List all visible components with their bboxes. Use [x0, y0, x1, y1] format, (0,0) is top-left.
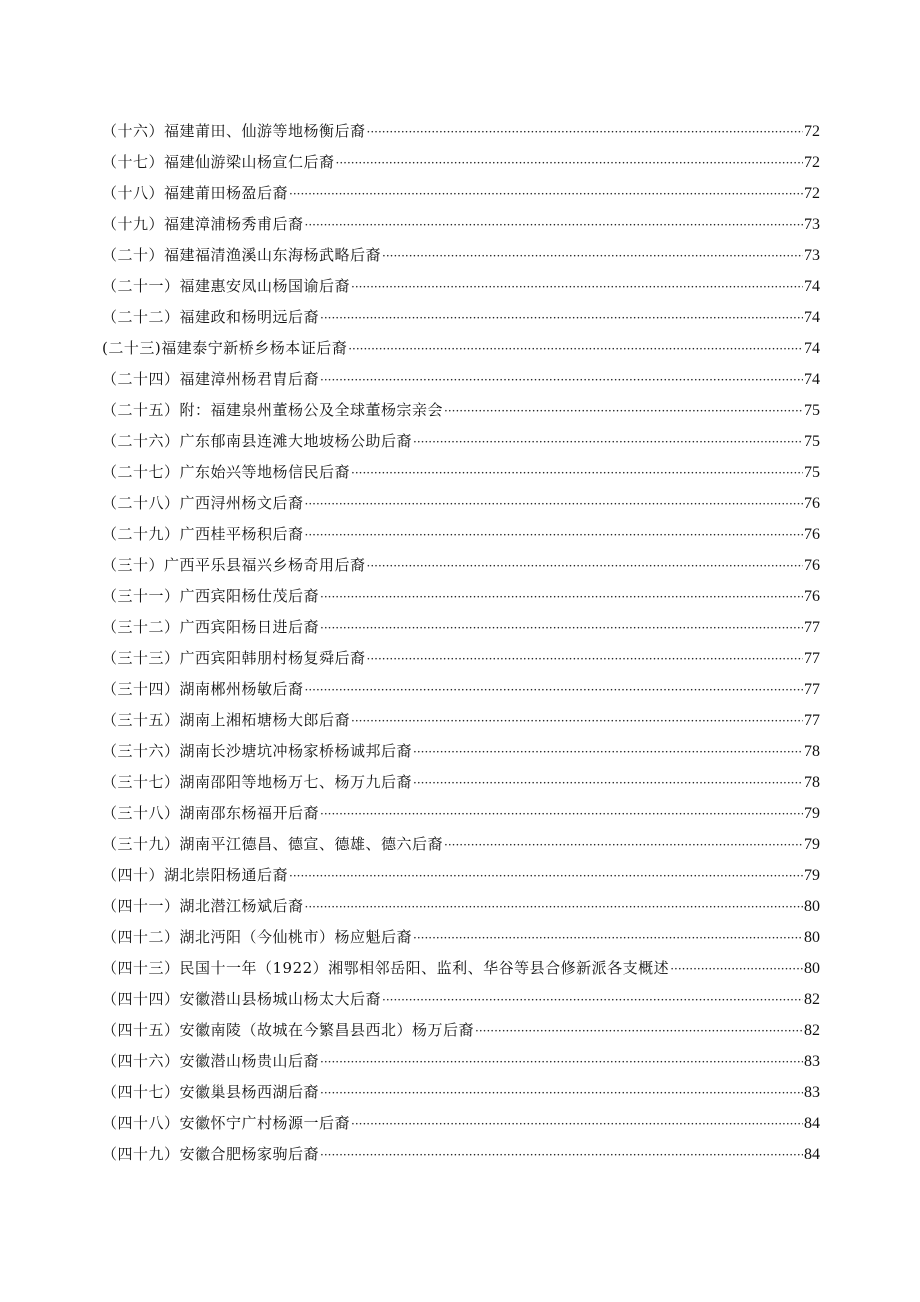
toc-entry-page: 76 — [804, 557, 820, 574]
toc-leader-dots — [320, 799, 803, 830]
toc-entry-page: 78 — [804, 743, 820, 760]
toc-entry-title: （四十三）民国十一年（1922）湘鄂相邻岳阳、监利、华谷等县合修新派各支概述 — [102, 959, 670, 977]
toc-entry-title: （四十）湖北崇阳杨通后裔 — [102, 866, 289, 884]
toc-entry[interactable] — [102, 1015, 820, 1046]
toc-entry[interactable] — [102, 333, 820, 364]
toc-entry[interactable] — [102, 178, 820, 209]
toc-leader-dots — [351, 272, 803, 303]
toc-entry[interactable] — [102, 364, 820, 395]
toc-entry[interactable] — [102, 550, 820, 581]
toc-leader-dots — [320, 582, 803, 613]
toc-leader-dots — [413, 737, 803, 768]
toc-entry-title: （二十）福建福清渔溪山东海杨武略后裔 — [102, 246, 382, 264]
toc-leader-dots — [320, 613, 803, 644]
toc-entry-page: 82 — [804, 1022, 820, 1039]
toc-entry-page: 74 — [804, 371, 820, 388]
toc-entry-page: 77 — [804, 681, 820, 698]
toc-leader-dots — [444, 396, 803, 427]
toc-entry-page: 76 — [804, 526, 820, 543]
toc-entry-title: （三十三）广西宾阳韩朋村杨复舜后裔 — [102, 649, 366, 667]
toc-entry-title: （二十一）福建惠安凤山杨国谕后裔 — [102, 277, 351, 295]
toc-entry[interactable] — [102, 1077, 820, 1108]
toc-entry-page: 82 — [804, 991, 820, 1008]
toc-leader-dots — [305, 892, 803, 923]
toc-leader-dots — [289, 861, 803, 892]
toc-entry[interactable] — [102, 581, 820, 612]
toc-entry-title: （三十一）广西宾阳杨仕茂后裔 — [102, 587, 320, 605]
toc-leader-dots — [305, 520, 803, 551]
toc-entry-page: 76 — [804, 588, 820, 605]
toc-entry-page: 73 — [804, 247, 820, 264]
toc-entry-title: （三十七）湖南邵阳等地杨万七、杨万九后裔 — [102, 773, 413, 791]
toc-entry-page: 74 — [804, 309, 820, 326]
toc-entry[interactable] — [102, 426, 820, 457]
toc-entry[interactable] — [102, 240, 820, 271]
toc-entry[interactable] — [102, 612, 820, 643]
toc-entry-page: 74 — [804, 278, 820, 295]
toc-entry[interactable] — [102, 147, 820, 178]
toc-entry-title: （四十二）湖北沔阳（今仙桃市）杨应魁后裔 — [102, 928, 413, 946]
toc-entry-title: （二十七）广东始兴等地杨信民后裔 — [102, 463, 351, 481]
toc-entry-page: 78 — [804, 774, 820, 791]
toc-leader-dots — [320, 1140, 803, 1171]
toc-entry-title: （四十一）湖北潜江杨斌后裔 — [102, 897, 304, 915]
toc-leader-dots — [305, 210, 803, 241]
toc-leader-dots — [367, 551, 803, 582]
toc-leader-dots — [475, 1016, 803, 1047]
toc-entry-page: 84 — [804, 1115, 820, 1132]
toc-entry-title: （三十八）湖南邵东杨福开后裔 — [102, 804, 320, 822]
toc-entry-page: 77 — [804, 619, 820, 636]
toc-entry-title: （三十六）湖南长沙塘坑冲杨家桥杨诚邦后裔 — [102, 742, 413, 760]
toc-entry[interactable] — [102, 1108, 820, 1139]
toc-entry-title: （三十九）湖南平江德昌、德宣、德雄、德六后裔 — [102, 835, 444, 853]
toc-entry[interactable] — [102, 860, 820, 891]
toc-entry-page: 84 — [804, 1146, 820, 1163]
toc-leader-dots — [305, 675, 803, 706]
toc-entry-title: （二十九）广西桂平杨积后裔 — [102, 525, 304, 543]
toc-leader-dots — [367, 644, 803, 675]
toc-leader-dots — [351, 706, 803, 737]
toc-entry-page: 83 — [804, 1084, 820, 1101]
toc-leader-dots — [670, 954, 803, 985]
toc-entry-page: 80 — [804, 960, 820, 977]
toc-entry[interactable] — [102, 891, 820, 922]
toc-entry-title: （二十二）福建政和杨明远后裔 — [102, 308, 320, 326]
toc-leader-dots — [320, 1047, 803, 1078]
toc-entry-page: 72 — [804, 154, 820, 171]
toc-entry-page: 74 — [804, 340, 820, 357]
toc-leader-dots — [351, 1109, 803, 1140]
toc-entry[interactable] — [102, 767, 820, 798]
table-of-contents — [102, 116, 820, 1170]
toc-entry-title: （三十五）湖南上湘柘塘杨大郎后裔 — [102, 711, 351, 729]
toc-entry[interactable] — [102, 829, 820, 860]
toc-entry[interactable] — [102, 1046, 820, 1077]
toc-entry-page: 79 — [804, 836, 820, 853]
toc-entry-title: （二十五）附：福建泉州董杨公及全球董杨宗亲会 — [102, 401, 444, 419]
toc-entry-title: （十七）福建仙游梁山杨宣仁后裔 — [102, 153, 335, 171]
toc-leader-dots — [336, 148, 803, 179]
toc-entry-title: （四十四）安徽潜山县杨城山杨太大后裔 — [102, 990, 382, 1008]
toc-leader-dots — [382, 241, 803, 272]
toc-entry-title: （二十八）广西浔州杨文后裔 — [102, 494, 304, 512]
toc-entry[interactable] — [102, 519, 820, 550]
toc-entry-page: 80 — [804, 898, 820, 915]
toc-entry-title: （十九）福建漳浦杨秀甫后裔 — [102, 215, 304, 233]
toc-leader-dots — [320, 303, 803, 334]
toc-entry-page: 80 — [804, 929, 820, 946]
toc-entry[interactable] — [102, 736, 820, 767]
toc-leader-dots — [320, 365, 803, 396]
toc-entry[interactable] — [102, 457, 820, 488]
toc-entry[interactable] — [102, 953, 820, 984]
toc-leader-dots — [413, 923, 803, 954]
toc-entry[interactable] — [102, 705, 820, 736]
toc-leader-dots — [351, 458, 803, 489]
toc-entry-page: 72 — [804, 123, 820, 140]
toc-entry-title: （四十五）安徽南陵（故城在今繁昌县西北）杨万后裔 — [102, 1021, 475, 1039]
toc-entry[interactable] — [102, 488, 820, 519]
toc-entry-title: （四十七）安徽巢县杨西湖后裔 — [102, 1083, 320, 1101]
toc-entry-title: （三十二）广西宾阳杨日进后裔 — [102, 618, 320, 636]
toc-entry[interactable] — [102, 395, 820, 426]
toc-entry-title: （二十四）福建漳州杨君胄后裔 — [102, 370, 320, 388]
toc-leader-dots — [413, 768, 803, 799]
toc-leader-dots — [367, 117, 803, 148]
toc-entry-page: 79 — [804, 805, 820, 822]
toc-entry-page: 76 — [804, 495, 820, 512]
toc-entry[interactable] — [102, 1139, 820, 1170]
toc-entry-title: （四十九）安徽合肥杨家驹后裔 — [102, 1145, 320, 1163]
toc-entry-page: 73 — [804, 216, 820, 233]
toc-leader-dots — [382, 985, 803, 1016]
toc-entry-title: （四十六）安徽潜山杨贵山后裔 — [102, 1052, 320, 1070]
toc-entry-page: 83 — [804, 1053, 820, 1070]
toc-entry[interactable] — [102, 271, 820, 302]
toc-entry[interactable] — [102, 674, 820, 705]
toc-entry[interactable] — [102, 798, 820, 829]
toc-entry-page: 77 — [804, 650, 820, 667]
toc-leader-dots — [305, 489, 803, 520]
toc-entry-title: （三十）广西平乐县福兴乡杨奇用后裔 — [102, 556, 366, 574]
toc-entry-page: 75 — [804, 433, 820, 450]
toc-entry-title: (二十三)福建泰宁新桥乡杨本证后裔 — [102, 339, 348, 357]
toc-entry-page: 75 — [804, 464, 820, 481]
toc-entry[interactable] — [102, 643, 820, 674]
toc-entry[interactable] — [102, 984, 820, 1015]
toc-entry-title: （四十八）安徽怀宁广村杨源一后裔 — [102, 1114, 351, 1132]
toc-entry-page: 77 — [804, 712, 820, 729]
toc-entry-title: （三十四）湖南郴州杨敏后裔 — [102, 680, 304, 698]
toc-entry[interactable] — [102, 209, 820, 240]
toc-leader-dots — [413, 427, 803, 458]
toc-entry[interactable] — [102, 302, 820, 333]
toc-leader-dots — [320, 1078, 803, 1109]
toc-entry-title: （十六）福建莆田、仙游等地杨衡后裔 — [102, 122, 366, 140]
toc-entry-title: （二十六）广东郁南县连滩大地坡杨公助后裔 — [102, 432, 413, 450]
toc-entry[interactable] — [102, 922, 820, 953]
toc-leader-dots — [444, 830, 803, 861]
toc-leader-dots — [289, 179, 803, 210]
toc-entry-page: 79 — [804, 867, 820, 884]
toc-entry-title: （十八）福建莆田杨盈后裔 — [102, 184, 289, 202]
toc-entry[interactable] — [102, 116, 820, 147]
toc-leader-dots — [348, 334, 803, 365]
toc-entry-page: 75 — [804, 402, 820, 419]
toc-entry-page: 72 — [804, 185, 820, 202]
